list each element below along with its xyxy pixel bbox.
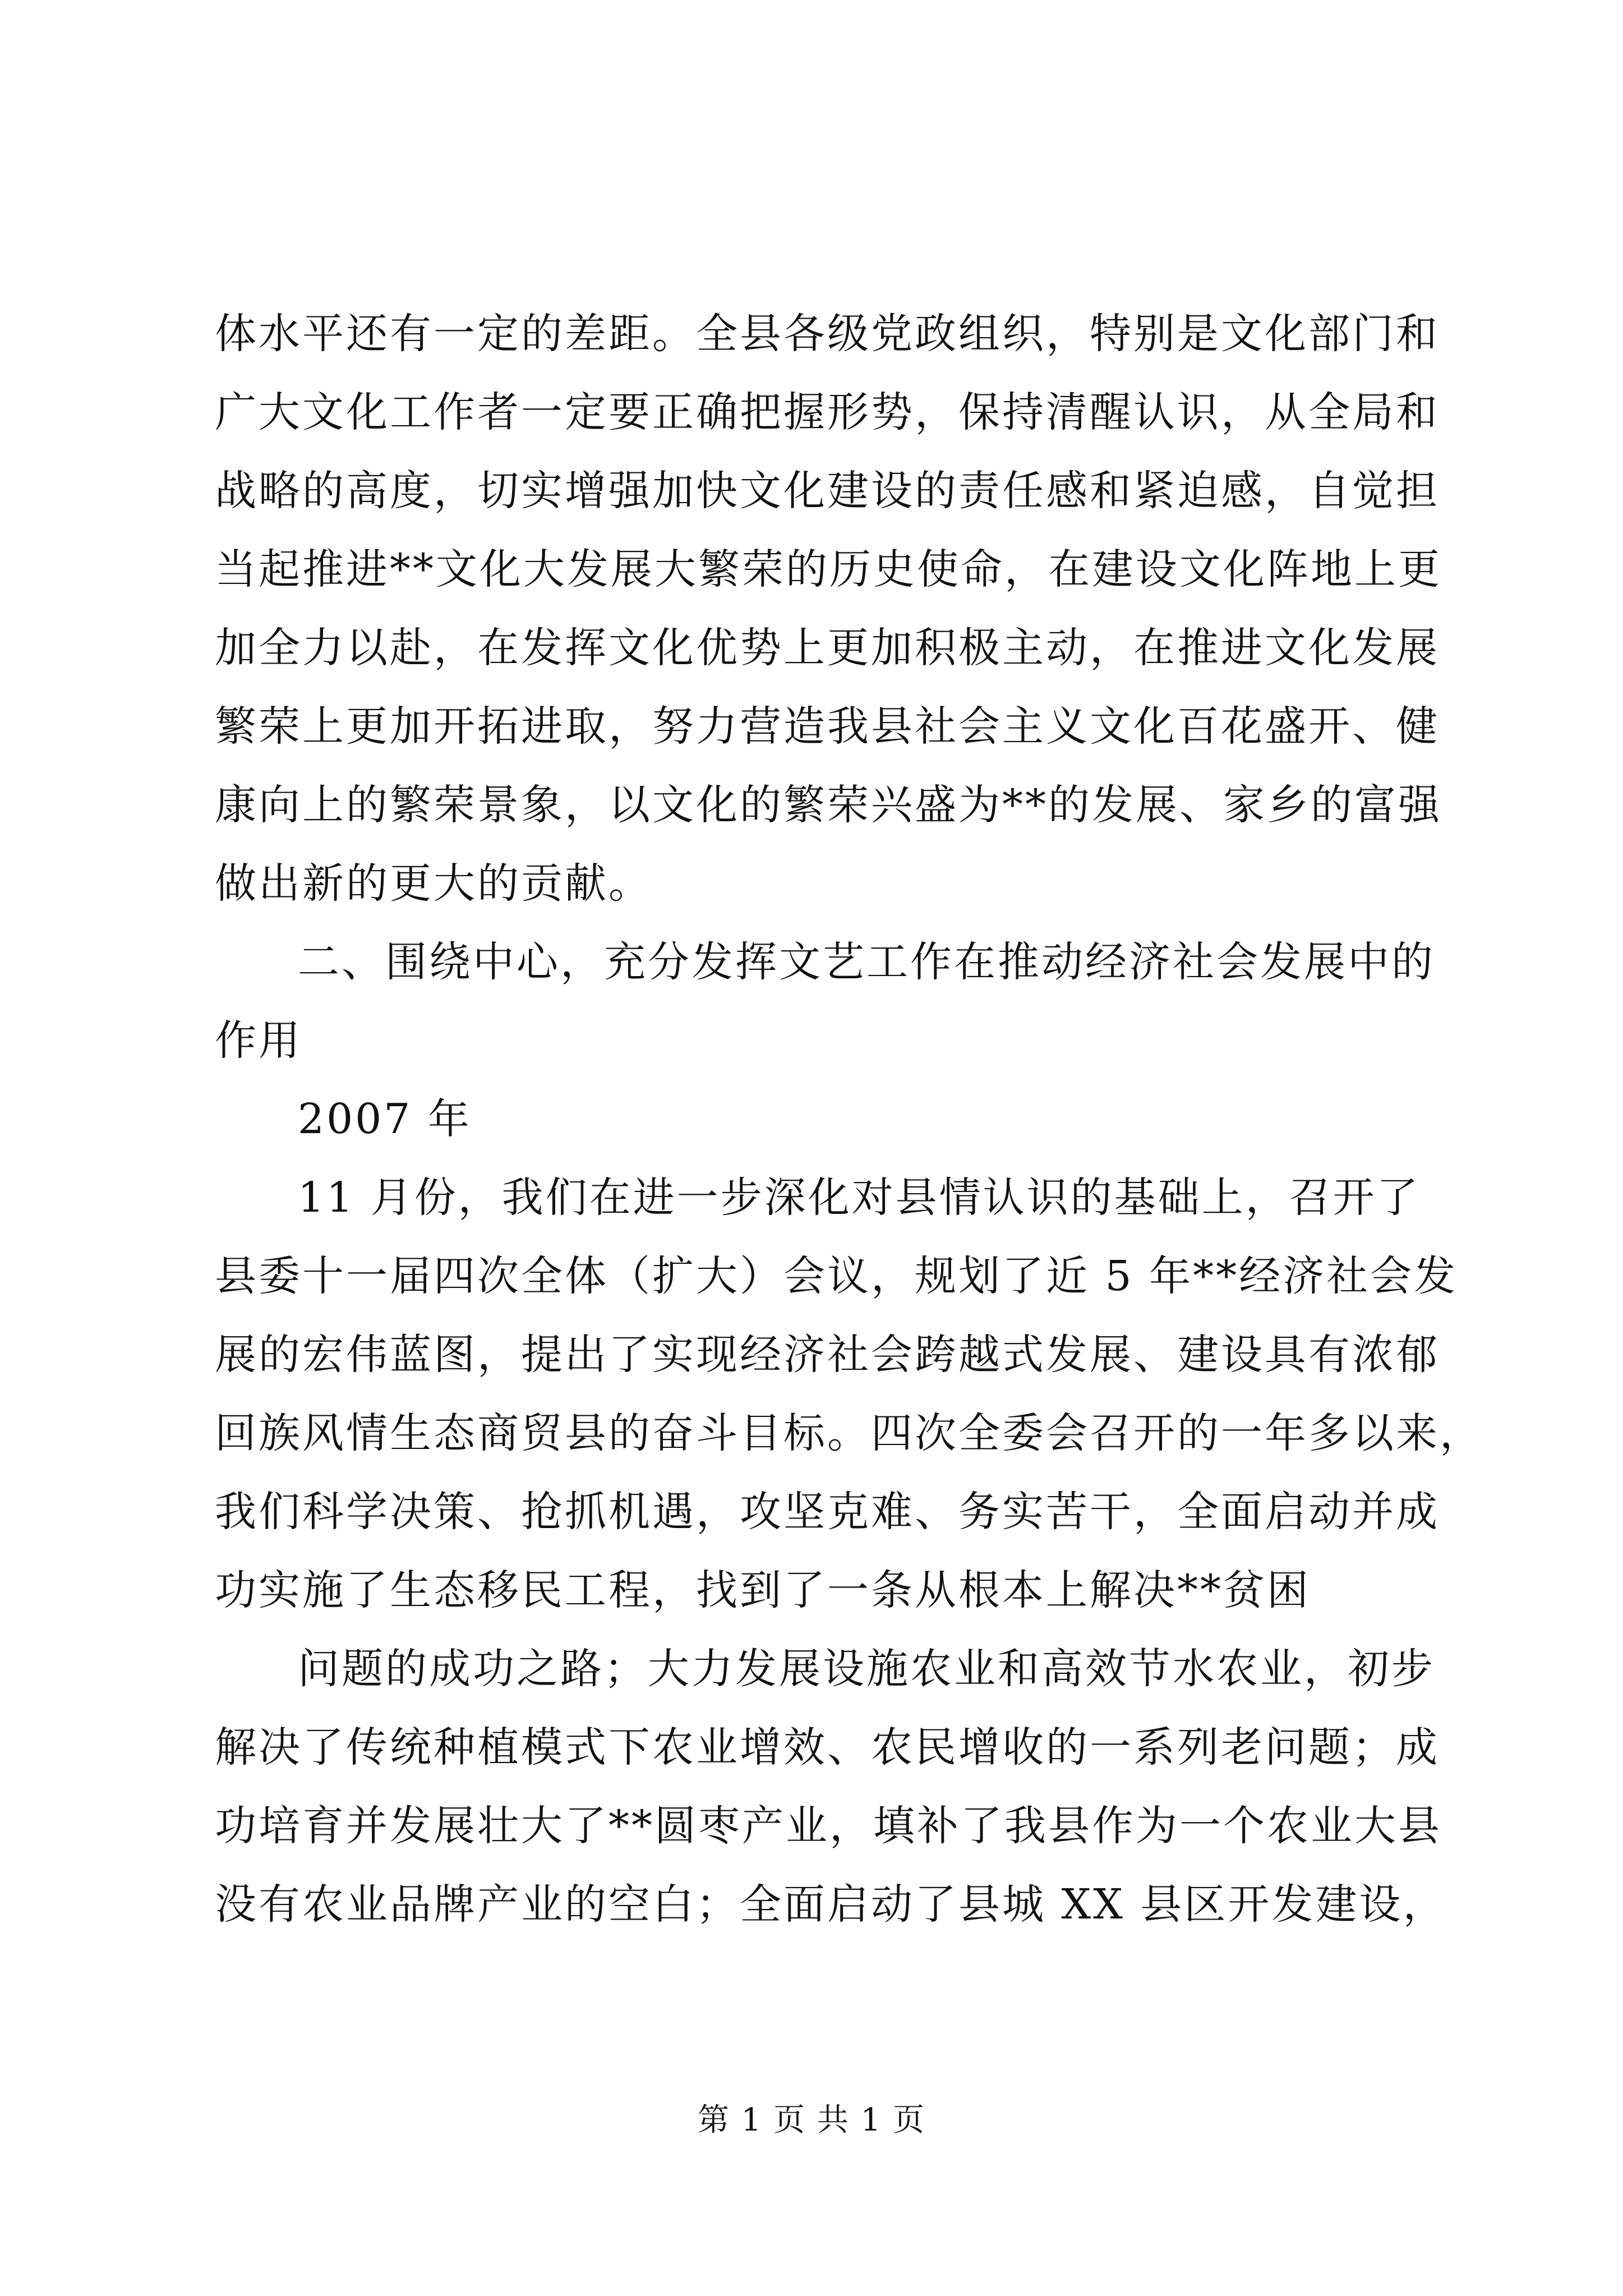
text-line: 回族风情生态商贸县的奋斗目标。四次全委会召开的一年多以来， [215,1409,1483,1457]
text-line: 展的宏伟蓝图，提出了实现经济社会跨越式发展、建设具有浓郁 [215,1331,1440,1379]
text-line: 战略的高度，切实增强加快文化建设的责任感和紧迫感，自觉担 [215,467,1440,515]
text-line: 我们科学决策、抢抓机遇，攻坚克难、务实苦干，全面启动并成 [215,1488,1440,1536]
text-line: 加全力以赴，在发挥文化优势上更加积极主动，在推进文化发展 [215,624,1440,672]
text-line: 广大文化工作者一定要正确把握形势，保持清醒认识，从全局和 [215,388,1440,436]
text-line: 体水平还有一定的差距。全县各级党政组织，特别是文化部门和 [215,310,1440,358]
text-line: 功实施了生态移民工程，找到了一条从根本上解决**贫困 [215,1566,1311,1614]
text-line: 县委十一届四次全体（扩大）会议，规划了近 5 年**经济社会发 [215,1252,1458,1300]
text-line: 解决了传统种植模式下农业增效、农民增收的一系列老问题；成 [215,1723,1440,1772]
section-heading-continued: 作用 [215,1016,302,1065]
page-footer: 第 1 页 共 1 页 [697,2102,926,2138]
text-line: 2007 年 [298,1095,472,1143]
text-line: 当起推进**文化大发展大繁荣的历史使命，在建设文化阵地上更 [215,545,1442,593]
text-line: 11 月份，我们在进一步深化对县情认识的基础上，召开了 [298,1174,1421,1222]
text-line: 问题的成功之路；大力发展设施农业和高效节水农业，初步 [298,1645,1435,1693]
section-heading: 二、围绕中心，充分发挥文艺工作在推动经济社会发展中的 [298,938,1435,986]
body-text [215,295,1483,1944]
text-line: 繁荣上更加开拓进取，努力营造我县社会主义文化百花盛开、健 [215,702,1440,751]
text-line: 没有农业品牌产业的空白；全面启动了县城 XX 县区开发建设， [215,1880,1447,1929]
text-line: 功培育并发展壮大了**圆枣产业，填补了我县作为一个农业大县 [215,1802,1442,1850]
text-line: 做出新的更大的贡献。 [215,859,652,908]
text-line: 康向上的繁荣景象，以文化的繁荣兴盛为**的发展、家乡的富强 [215,781,1442,829]
